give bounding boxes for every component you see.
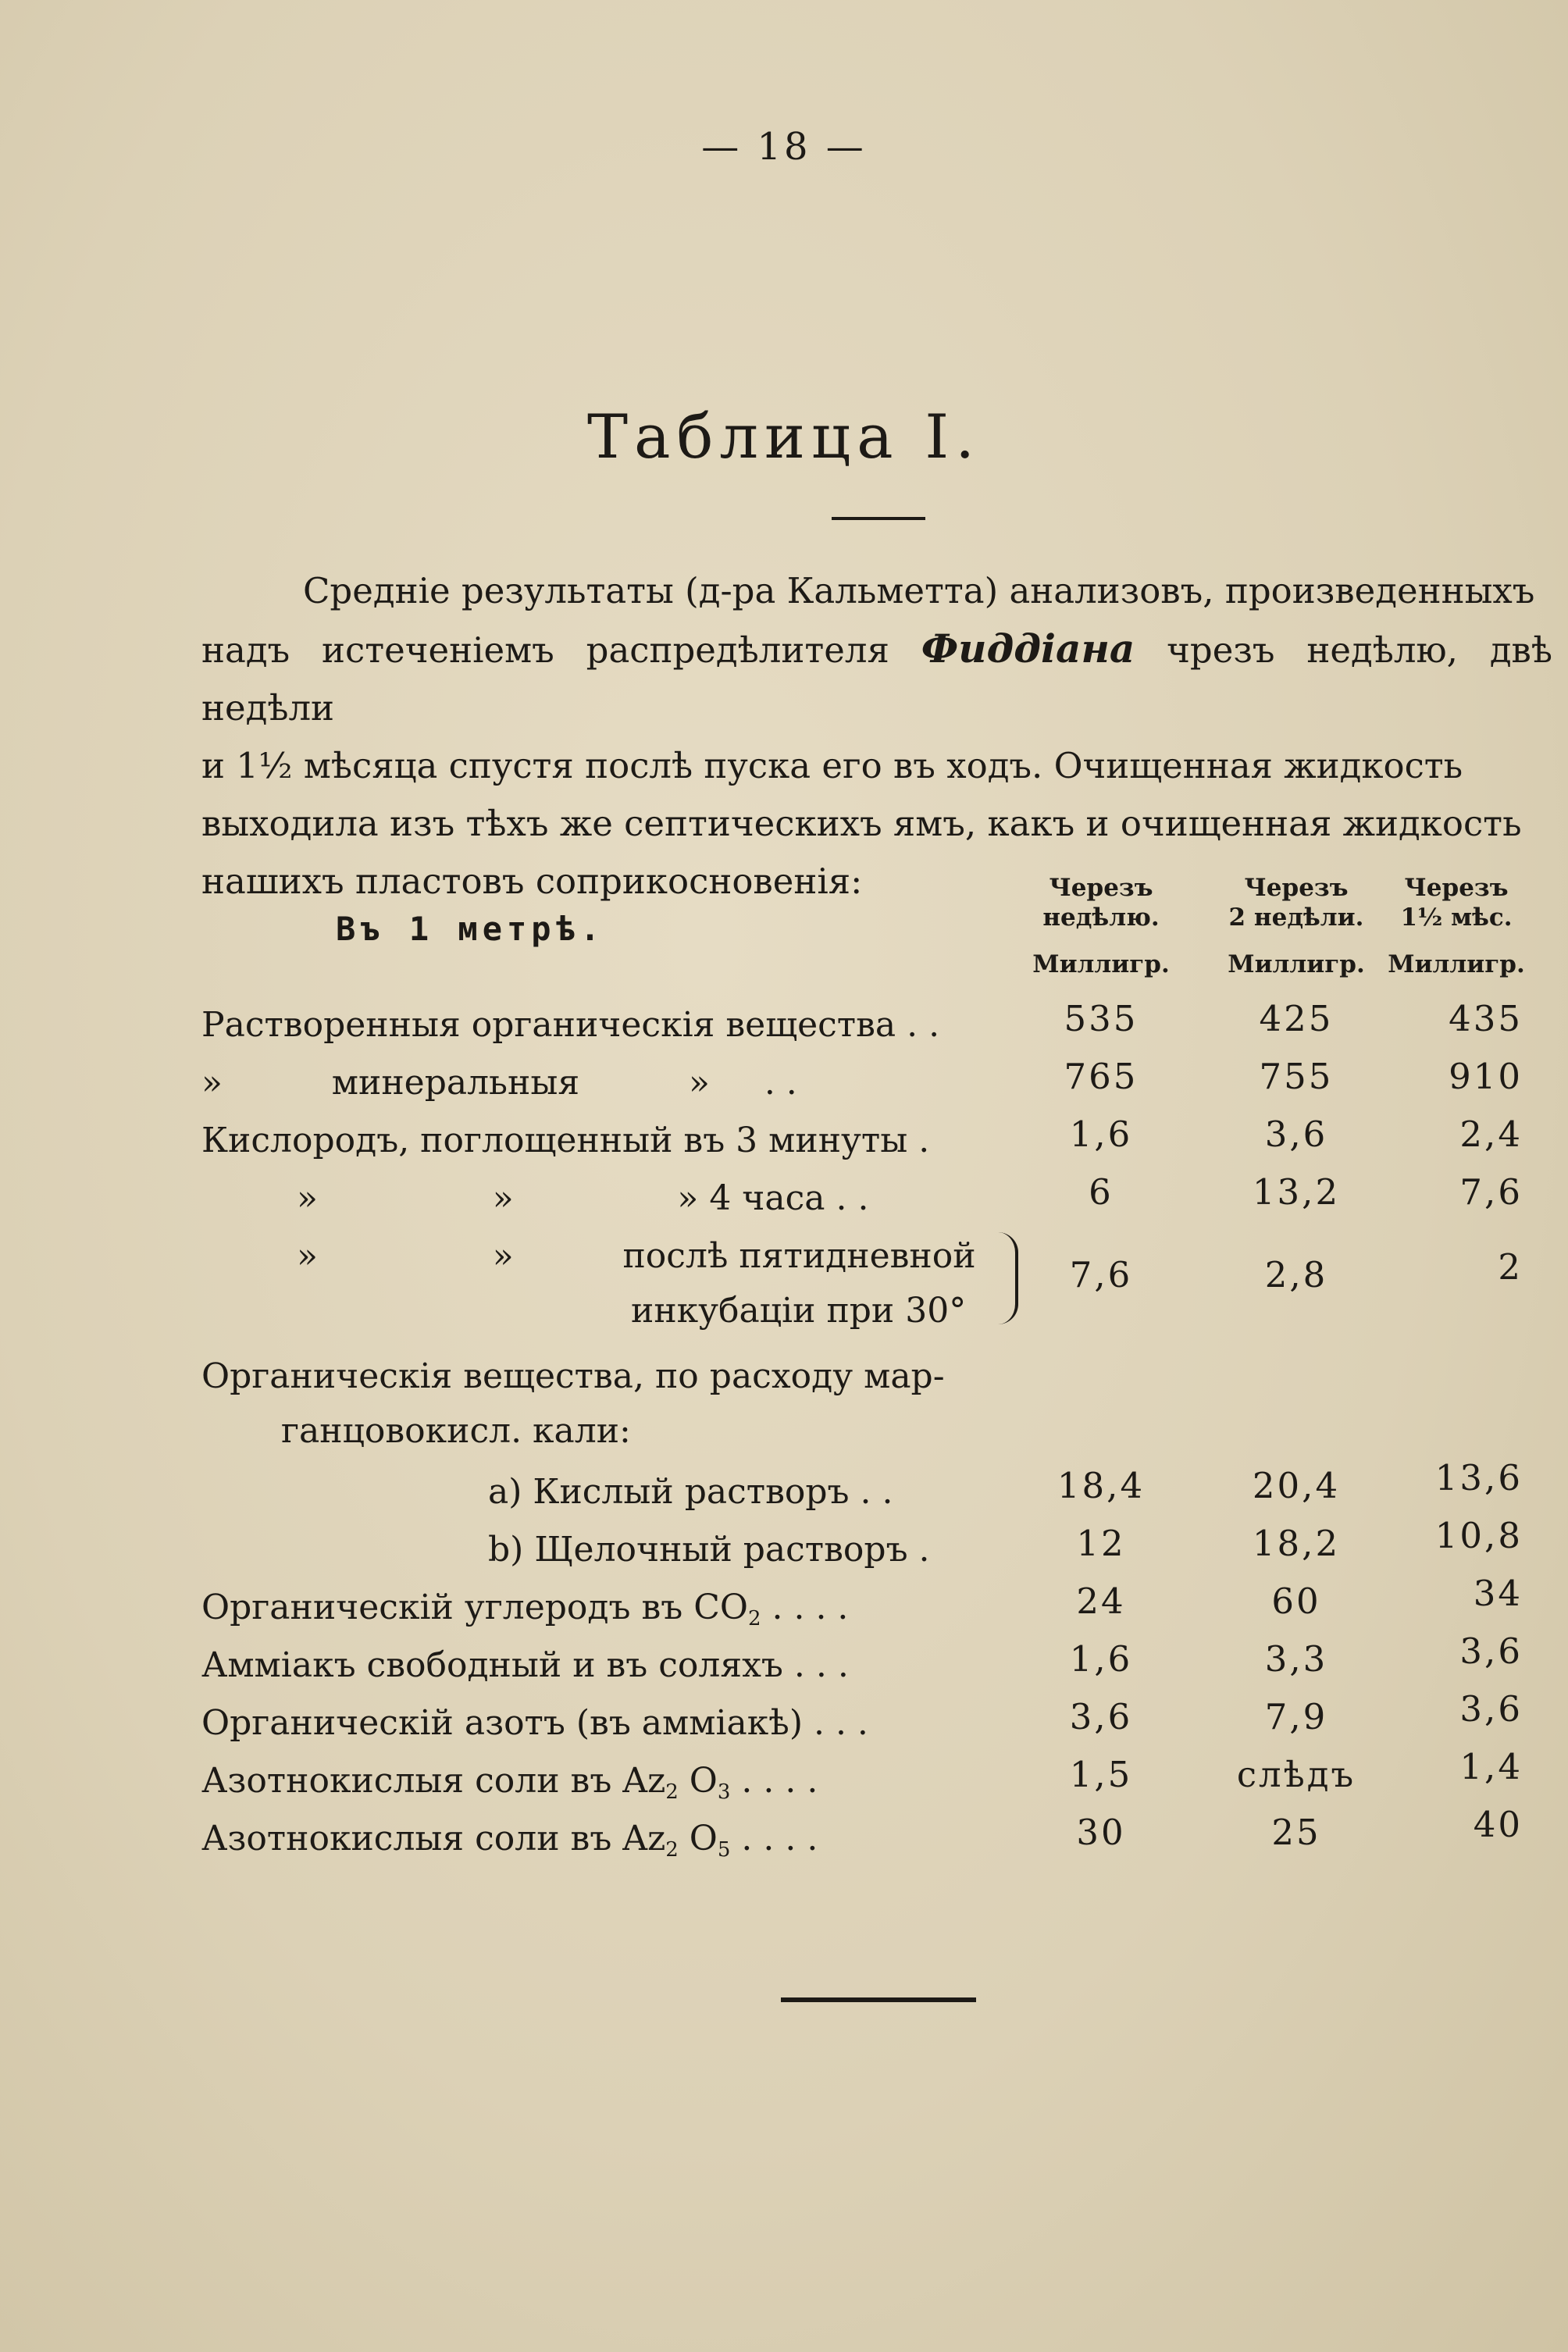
table-cell: 10,8: [1434, 1515, 1523, 1556]
table-row-label: [201, 1812, 818, 1866]
column-header-3-unit: Миллигр.: [1388, 950, 1525, 978]
table-row-label: [201, 1754, 818, 1809]
table-cell: 60: [1271, 1580, 1321, 1622]
page-title: Таблица I.: [586, 402, 982, 472]
table-row-label: a) Кислый растворъ . .: [488, 1472, 893, 1512]
subscript: 2: [747, 1607, 761, 1630]
table-cell: 7,9: [1264, 1696, 1328, 1737]
table-row-label: Органическій азотъ (въ амміакѣ) . . .: [201, 1703, 868, 1743]
intro-line-2a: надъ истеченіемъ распредѣлителя: [201, 629, 921, 671]
table-row-label: » минеральныя » . .: [201, 1063, 797, 1103]
table-cell: 3,6: [1459, 1630, 1523, 1672]
intro-line-5: нашихъ пластовъ соприкосновенія:: [201, 861, 863, 902]
table-cell: 1,6: [1069, 1638, 1133, 1680]
subscript: 2: [665, 1838, 679, 1862]
table-cell: 910: [1449, 1056, 1523, 1097]
intro-line-4: выходила изъ тѣхъ же септическихъ ямъ, какъ и очищенная жидкость: [201, 803, 1522, 844]
table-cell: 3,6: [1459, 1688, 1523, 1730]
table-cell: 40: [1473, 1804, 1523, 1845]
column-header-1-line1: Черезъ: [1049, 874, 1153, 902]
column-header-1-unit: Миллигр.: [1032, 950, 1170, 978]
title-divider: [832, 517, 925, 520]
table-cell: 1,4: [1459, 1746, 1523, 1787]
column-header-2-line1: Черезъ: [1244, 874, 1349, 902]
subscript: 3: [717, 1780, 731, 1804]
table-row-label: » » послѣ пятидневной: [297, 1236, 976, 1276]
column-header-1-line2: недѣлю.: [1042, 903, 1160, 932]
table-cell: 2,8: [1264, 1254, 1328, 1295]
label-text: Органическій углеродъ въ CO: [201, 1588, 748, 1627]
table-cell: 3,6: [1264, 1114, 1328, 1155]
table-cell: 13,2: [1252, 1171, 1341, 1213]
table-cell: 30: [1076, 1812, 1126, 1853]
table-cell: 34: [1473, 1573, 1523, 1614]
table-cell: 435: [1449, 998, 1523, 1039]
table-row-label: Растворенныя органическія вещества . .: [201, 1005, 940, 1045]
table-cell: 3,6: [1069, 1696, 1133, 1737]
unit-header: Въ 1 метрѣ.: [336, 910, 605, 948]
table-cell: 1,5: [1069, 1754, 1133, 1795]
table-cell: 765: [1064, 1056, 1139, 1097]
end-divider: [781, 1997, 976, 2002]
label-text: O: [678, 1761, 718, 1801]
table-cell: 24: [1076, 1580, 1126, 1622]
column-header-3-line1: Черезъ: [1404, 874, 1509, 902]
leader-dots: . . . .: [730, 1819, 818, 1858]
table-section-label: Органическія вещества, по расходу мар-: [201, 1356, 945, 1396]
table-cell: 20,4: [1252, 1465, 1341, 1506]
label-text: Азотнокислыя соли въ Az: [201, 1761, 666, 1801]
table-row-label: b) Щелочный растворъ .: [488, 1530, 930, 1570]
table-cell: 425: [1259, 998, 1334, 1039]
page-number: — 18 —: [701, 125, 867, 169]
table-cell: 755: [1259, 1056, 1334, 1097]
table-cell: 13,6: [1434, 1457, 1523, 1499]
leader-dots: . . . .: [761, 1588, 849, 1627]
leader-dots: . . . .: [730, 1761, 818, 1801]
table-cell: 535: [1064, 998, 1139, 1039]
column-header-2-unit: Миллигр.: [1228, 950, 1365, 978]
column-header-1: [1003, 873, 1199, 979]
subscript: 5: [717, 1838, 731, 1862]
table-cell: 25: [1271, 1812, 1321, 1853]
intro-line-3: и 1½ мѣсяца спустя послѣ пуска его въ ходъ. Очищенная жидкость: [201, 745, 1463, 786]
table-row-label: Кислородъ, поглощенный въ 3 минуты .: [201, 1121, 930, 1160]
column-header-3-line2: 1½ мѣс.: [1400, 903, 1513, 932]
table-row-label: [201, 1580, 848, 1635]
table-cell: 7,6: [1069, 1254, 1133, 1295]
label-text: O: [678, 1819, 718, 1858]
subscript: 2: [665, 1780, 679, 1804]
intro-line-2b: чрезъ недѣлю, двѣ недѣли: [201, 629, 1552, 729]
column-header-2: [1199, 873, 1394, 979]
table-cell: 3,3: [1264, 1638, 1328, 1680]
table-cell: 18,4: [1057, 1465, 1146, 1506]
column-header-2-line2: 2 недѣли.: [1228, 903, 1364, 932]
intro-line-1: Средніе результаты (д-ра Кальметта) анализовъ, произведенныхъ: [303, 570, 1535, 611]
table-cell: 7,6: [1459, 1171, 1523, 1213]
table-row-label-continued: инкубаціи при 30°: [631, 1291, 967, 1331]
table-cell: 12: [1076, 1523, 1126, 1564]
table-cell: 2: [1498, 1246, 1523, 1288]
table-cell: 6: [1089, 1171, 1114, 1213]
table-cell: 1,6: [1069, 1114, 1133, 1155]
table-section-label-continued: ганцовокисл. кали:: [281, 1411, 631, 1451]
table-row-label: Амміакъ свободный и въ соляхъ . . .: [201, 1645, 849, 1685]
column-header-3: [1367, 873, 1546, 979]
label-text: Азотнокислыя соли въ Az: [201, 1819, 666, 1858]
table-row-label: » » » 4 часа . .: [297, 1178, 869, 1218]
table-cell: 18,2: [1252, 1523, 1341, 1564]
intro-italic-name: Фиддіана: [921, 625, 1135, 672]
intro-paragraph: [201, 562, 1552, 911]
table-cell: слѣдъ: [1236, 1754, 1356, 1795]
table-cell: 2,4: [1459, 1114, 1523, 1155]
